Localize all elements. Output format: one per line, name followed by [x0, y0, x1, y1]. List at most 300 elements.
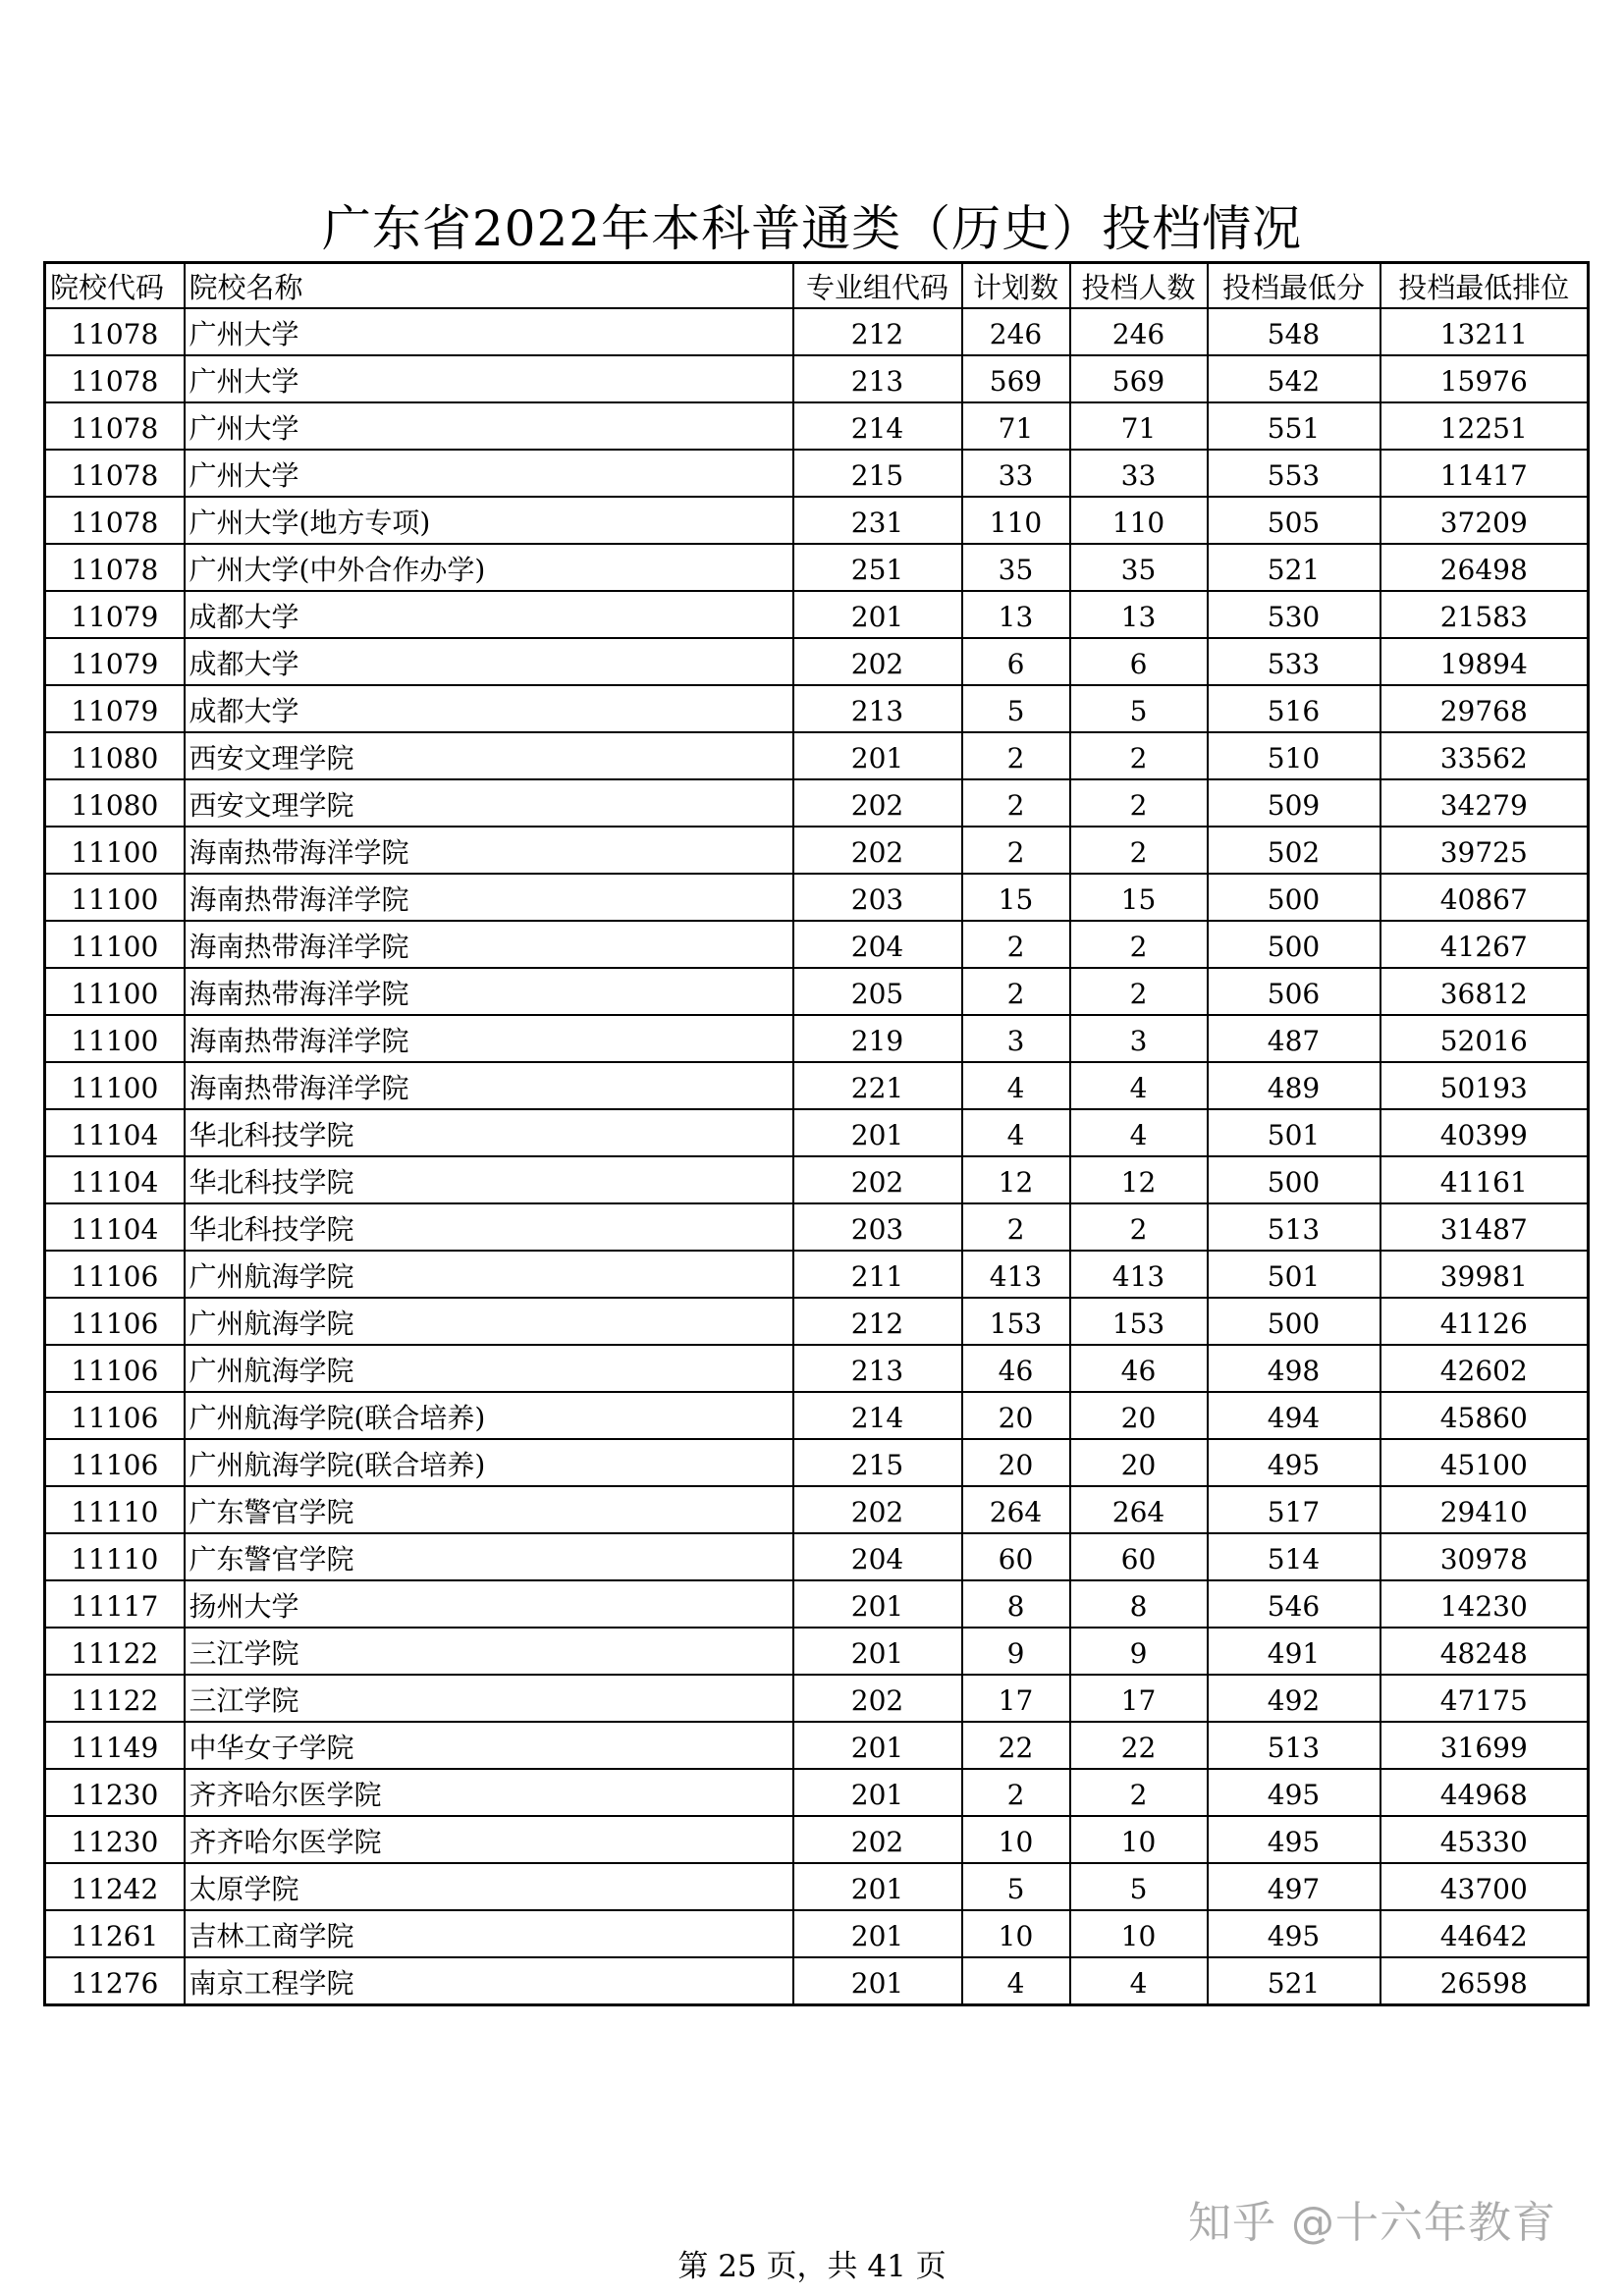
- group-code-cell: 212: [793, 308, 962, 355]
- min-rank-cell: 50193: [1380, 1062, 1589, 1109]
- min-score-cell: 491: [1208, 1628, 1380, 1675]
- plan-count-cell: 60: [962, 1533, 1070, 1580]
- school-name-cell: 三江学院: [185, 1675, 793, 1722]
- min-score-cell: 487: [1208, 1015, 1380, 1062]
- admitted-count-cell: 153: [1070, 1298, 1208, 1345]
- admitted-count-cell: 2: [1070, 779, 1208, 827]
- plan-count-cell: 5: [962, 685, 1070, 732]
- table-row: [45, 1675, 1589, 1722]
- school-name-cell: 海南热带海洋学院: [185, 874, 793, 921]
- admitted-count-cell: 110: [1070, 497, 1208, 544]
- min-rank-cell: 47175: [1380, 1675, 1589, 1722]
- group-code-cell: 203: [793, 874, 962, 921]
- school-code-cell: 11100: [45, 874, 185, 921]
- table-row: [45, 1628, 1589, 1675]
- school-code-cell: 11230: [45, 1769, 185, 1816]
- min-score-cell: 509: [1208, 779, 1380, 827]
- school-name-cell: 海南热带海洋学院: [185, 921, 793, 968]
- min-rank-cell: 41161: [1380, 1156, 1589, 1203]
- header-min-rank: 投档最低排位: [1380, 263, 1589, 309]
- min-rank-cell: 29768: [1380, 685, 1589, 732]
- school-code-cell: 11106: [45, 1345, 185, 1392]
- table-row: [45, 1910, 1589, 1957]
- min-rank-cell: 45100: [1380, 1439, 1589, 1486]
- min-rank-cell: 36812: [1380, 968, 1589, 1015]
- group-code-cell: 201: [793, 1957, 962, 2005]
- group-code-cell: 201: [793, 1628, 962, 1675]
- table-row: [45, 732, 1589, 779]
- min-rank-cell: 39725: [1380, 827, 1589, 874]
- school-code-cell: 11106: [45, 1251, 185, 1298]
- school-name-cell: 华北科技学院: [185, 1203, 793, 1251]
- group-code-cell: 205: [793, 968, 962, 1015]
- min-score-cell: 521: [1208, 1957, 1380, 2005]
- min-rank-cell: 42602: [1380, 1345, 1589, 1392]
- table-row: [45, 1298, 1589, 1345]
- page-number-footer: 第 25 页，共 41 页: [677, 2249, 947, 2284]
- table-row: [45, 1062, 1589, 1109]
- plan-count-cell: 4: [962, 1109, 1070, 1156]
- group-code-cell: 202: [793, 1816, 962, 1863]
- min-score-cell: 489: [1208, 1062, 1380, 1109]
- table-row: [45, 1816, 1589, 1863]
- group-code-cell: 213: [793, 685, 962, 732]
- header-group-code: 专业组代码: [793, 263, 962, 309]
- group-code-cell: 203: [793, 1203, 962, 1251]
- min-score-cell: 530: [1208, 591, 1380, 638]
- plan-count-cell: 9: [962, 1628, 1070, 1675]
- school-name-cell: 华北科技学院: [185, 1109, 793, 1156]
- admitted-count-cell: 20: [1070, 1392, 1208, 1439]
- min-score-cell: 501: [1208, 1251, 1380, 1298]
- min-score-cell: 495: [1208, 1910, 1380, 1957]
- school-code-cell: 11080: [45, 779, 185, 827]
- table-body: [45, 308, 1589, 2005]
- plan-count-cell: 71: [962, 402, 1070, 450]
- admitted-count-cell: 8: [1070, 1580, 1208, 1628]
- min-rank-cell: 12251: [1380, 402, 1589, 450]
- table-row: [45, 779, 1589, 827]
- admitted-count-cell: 9: [1070, 1628, 1208, 1675]
- table-row: [45, 827, 1589, 874]
- school-code-cell: 11106: [45, 1439, 185, 1486]
- min-score-cell: 497: [1208, 1863, 1380, 1910]
- plan-count-cell: 17: [962, 1675, 1070, 1722]
- school-name-cell: 太原学院: [185, 1863, 793, 1910]
- school-name-cell: 吉林工商学院: [185, 1910, 793, 1957]
- group-code-cell: 251: [793, 544, 962, 591]
- school-name-cell: 成都大学: [185, 638, 793, 685]
- table-row: [45, 1156, 1589, 1203]
- table-row: [45, 685, 1589, 732]
- table-row: [45, 921, 1589, 968]
- min-rank-cell: 48248: [1380, 1628, 1589, 1675]
- admitted-count-cell: 264: [1070, 1486, 1208, 1533]
- school-name-cell: 广州大学(中外合作办学): [185, 544, 793, 591]
- plan-count-cell: 6: [962, 638, 1070, 685]
- admitted-count-cell: 4: [1070, 1957, 1208, 2005]
- plan-count-cell: 2: [962, 779, 1070, 827]
- admitted-count-cell: 2: [1070, 1769, 1208, 1816]
- min-score-cell: 495: [1208, 1816, 1380, 1863]
- plan-count-cell: 246: [962, 308, 1070, 355]
- school-name-cell: 广州大学: [185, 308, 793, 355]
- min-rank-cell: 45330: [1380, 1816, 1589, 1863]
- table-row: [45, 1015, 1589, 1062]
- school-name-cell: 成都大学: [185, 685, 793, 732]
- min-rank-cell: 43700: [1380, 1863, 1589, 1910]
- admitted-count-cell: 569: [1070, 355, 1208, 402]
- table-row: [45, 1486, 1589, 1533]
- school-name-cell: 广州航海学院(联合培养): [185, 1439, 793, 1486]
- table-row: [45, 1957, 1589, 2005]
- min-score-cell: 502: [1208, 827, 1380, 874]
- min-rank-cell: 40867: [1380, 874, 1589, 921]
- admitted-count-cell: 10: [1070, 1816, 1208, 1863]
- admitted-count-cell: 17: [1070, 1675, 1208, 1722]
- min-rank-cell: 41126: [1380, 1298, 1589, 1345]
- admitted-count-cell: 5: [1070, 685, 1208, 732]
- admitted-count-cell: 12: [1070, 1156, 1208, 1203]
- table-row: [45, 1439, 1589, 1486]
- school-code-cell: 11078: [45, 308, 185, 355]
- school-name-cell: 广东警官学院: [185, 1486, 793, 1533]
- min-score-cell: 516: [1208, 685, 1380, 732]
- min-score-cell: 510: [1208, 732, 1380, 779]
- group-code-cell: 202: [793, 638, 962, 685]
- school-code-cell: 11104: [45, 1203, 185, 1251]
- school-code-cell: 11078: [45, 450, 185, 497]
- min-rank-cell: 39981: [1380, 1251, 1589, 1298]
- min-rank-cell: 13211: [1380, 308, 1589, 355]
- plan-count-cell: 2: [962, 1203, 1070, 1251]
- table-header-row: [45, 263, 1589, 309]
- min-rank-cell: 15976: [1380, 355, 1589, 402]
- group-code-cell: 211: [793, 1251, 962, 1298]
- min-score-cell: 551: [1208, 402, 1380, 450]
- school-name-cell: 华北科技学院: [185, 1156, 793, 1203]
- school-name-cell: 海南热带海洋学院: [185, 1015, 793, 1062]
- admitted-count-cell: 71: [1070, 402, 1208, 450]
- min-rank-cell: 11417: [1380, 450, 1589, 497]
- plan-count-cell: 2: [962, 968, 1070, 1015]
- plan-count-cell: 22: [962, 1722, 1070, 1769]
- admitted-count-cell: 15: [1070, 874, 1208, 921]
- school-code-cell: 11110: [45, 1533, 185, 1580]
- table-row: [45, 874, 1589, 921]
- table-row: [45, 1722, 1589, 1769]
- min-score-cell: 542: [1208, 355, 1380, 402]
- school-code-cell: 11106: [45, 1392, 185, 1439]
- min-score-cell: 500: [1208, 1156, 1380, 1203]
- school-name-cell: 广州航海学院: [185, 1298, 793, 1345]
- min-score-cell: 513: [1208, 1722, 1380, 1769]
- group-code-cell: 204: [793, 1533, 962, 1580]
- min-score-cell: 506: [1208, 968, 1380, 1015]
- school-name-cell: 广州大学: [185, 450, 793, 497]
- table-row: [45, 968, 1589, 1015]
- min-score-cell: 533: [1208, 638, 1380, 685]
- table-row: [45, 591, 1589, 638]
- group-code-cell: 215: [793, 450, 962, 497]
- table-row: [45, 638, 1589, 685]
- admitted-count-cell: 4: [1070, 1062, 1208, 1109]
- plan-count-cell: 569: [962, 355, 1070, 402]
- plan-count-cell: 2: [962, 1769, 1070, 1816]
- group-code-cell: 221: [793, 1062, 962, 1109]
- group-code-cell: 202: [793, 827, 962, 874]
- admitted-count-cell: 4: [1070, 1109, 1208, 1156]
- school-code-cell: 11078: [45, 402, 185, 450]
- group-code-cell: 214: [793, 402, 962, 450]
- school-name-cell: 广州航海学院: [185, 1251, 793, 1298]
- min-rank-cell: 26498: [1380, 544, 1589, 591]
- school-name-cell: 齐齐哈尔医学院: [185, 1769, 793, 1816]
- school-code-cell: 11242: [45, 1863, 185, 1910]
- admitted-count-cell: 2: [1070, 968, 1208, 1015]
- group-code-cell: 231: [793, 497, 962, 544]
- school-name-cell: 海南热带海洋学院: [185, 1062, 793, 1109]
- table-row: [45, 402, 1589, 450]
- school-code-cell: 11276: [45, 1957, 185, 2005]
- school-code-cell: 11117: [45, 1580, 185, 1628]
- school-name-cell: 广东警官学院: [185, 1533, 793, 1580]
- school-code-cell: 11078: [45, 497, 185, 544]
- plan-count-cell: 10: [962, 1910, 1070, 1957]
- plan-count-cell: 153: [962, 1298, 1070, 1345]
- min-score-cell: 495: [1208, 1769, 1380, 1816]
- min-rank-cell: 30978: [1380, 1533, 1589, 1580]
- min-score-cell: 513: [1208, 1203, 1380, 1251]
- school-code-cell: 11078: [45, 355, 185, 402]
- header-min-score: 投档最低分: [1208, 263, 1380, 309]
- admitted-count-cell: 13: [1070, 591, 1208, 638]
- group-code-cell: 201: [793, 1580, 962, 1628]
- table-row: [45, 1533, 1589, 1580]
- plan-count-cell: 3: [962, 1015, 1070, 1062]
- admitted-count-cell: 246: [1070, 308, 1208, 355]
- group-code-cell: 212: [793, 1298, 962, 1345]
- min-rank-cell: 41267: [1380, 921, 1589, 968]
- admission-table: [43, 261, 1590, 2006]
- min-score-cell: 501: [1208, 1109, 1380, 1156]
- min-rank-cell: 34279: [1380, 779, 1589, 827]
- school-code-cell: 11100: [45, 968, 185, 1015]
- header-school-name: 院校名称: [185, 263, 793, 309]
- min-rank-cell: 44968: [1380, 1769, 1589, 1816]
- header-school-code: 院校代码: [45, 263, 185, 309]
- table-row: [45, 1863, 1589, 1910]
- school-name-cell: 海南热带海洋学院: [185, 968, 793, 1015]
- plan-count-cell: 264: [962, 1486, 1070, 1533]
- admitted-count-cell: 22: [1070, 1722, 1208, 1769]
- table-row: [45, 1109, 1589, 1156]
- min-score-cell: 505: [1208, 497, 1380, 544]
- admitted-count-cell: 413: [1070, 1251, 1208, 1298]
- school-name-cell: 扬州大学: [185, 1580, 793, 1628]
- school-code-cell: 11149: [45, 1722, 185, 1769]
- min-score-cell: 494: [1208, 1392, 1380, 1439]
- table-row: [45, 497, 1589, 544]
- min-rank-cell: 52016: [1380, 1015, 1589, 1062]
- plan-count-cell: 110: [962, 497, 1070, 544]
- table-row: [45, 1392, 1589, 1439]
- min-score-cell: 498: [1208, 1345, 1380, 1392]
- group-code-cell: 201: [793, 1109, 962, 1156]
- school-code-cell: 11079: [45, 638, 185, 685]
- plan-count-cell: 2: [962, 827, 1070, 874]
- school-name-cell: 南京工程学院: [185, 1957, 793, 2005]
- school-name-cell: 广州大学: [185, 355, 793, 402]
- school-code-cell: 11261: [45, 1910, 185, 1957]
- plan-count-cell: 4: [962, 1957, 1070, 2005]
- group-code-cell: 213: [793, 1345, 962, 1392]
- school-code-cell: 11110: [45, 1486, 185, 1533]
- min-score-cell: 546: [1208, 1580, 1380, 1628]
- min-score-cell: 521: [1208, 544, 1380, 591]
- admitted-count-cell: 3: [1070, 1015, 1208, 1062]
- group-code-cell: 201: [793, 732, 962, 779]
- group-code-cell: 213: [793, 355, 962, 402]
- min-score-cell: 500: [1208, 921, 1380, 968]
- table-row: [45, 1251, 1589, 1298]
- header-admitted-count: 投档人数: [1070, 263, 1208, 309]
- admission-table-container: [43, 261, 1587, 2006]
- group-code-cell: 202: [793, 1675, 962, 1722]
- plan-count-cell: 13: [962, 591, 1070, 638]
- group-code-cell: 201: [793, 1722, 962, 1769]
- school-name-cell: 广州航海学院(联合培养): [185, 1392, 793, 1439]
- group-code-cell: 219: [793, 1015, 962, 1062]
- min-rank-cell: 44642: [1380, 1910, 1589, 1957]
- plan-count-cell: 20: [962, 1439, 1070, 1486]
- min-score-cell: 553: [1208, 450, 1380, 497]
- plan-count-cell: 33: [962, 450, 1070, 497]
- group-code-cell: 201: [793, 591, 962, 638]
- admitted-count-cell: 46: [1070, 1345, 1208, 1392]
- admitted-count-cell: 6: [1070, 638, 1208, 685]
- min-rank-cell: 45860: [1380, 1392, 1589, 1439]
- min-score-cell: 517: [1208, 1486, 1380, 1533]
- table-row: [45, 1769, 1589, 1816]
- plan-count-cell: 20: [962, 1392, 1070, 1439]
- plan-count-cell: 12: [962, 1156, 1070, 1203]
- school-code-cell: 11104: [45, 1109, 185, 1156]
- school-code-cell: 11106: [45, 1298, 185, 1345]
- table-row: [45, 450, 1589, 497]
- min-rank-cell: 33562: [1380, 732, 1589, 779]
- plan-count-cell: 4: [962, 1062, 1070, 1109]
- min-score-cell: 500: [1208, 1298, 1380, 1345]
- min-score-cell: 548: [1208, 308, 1380, 355]
- school-code-cell: 11079: [45, 685, 185, 732]
- min-score-cell: 495: [1208, 1439, 1380, 1486]
- plan-count-cell: 10: [962, 1816, 1070, 1863]
- table-row: [45, 355, 1589, 402]
- admitted-count-cell: 20: [1070, 1439, 1208, 1486]
- min-rank-cell: 14230: [1380, 1580, 1589, 1628]
- admitted-count-cell: 10: [1070, 1910, 1208, 1957]
- table-row: [45, 1580, 1589, 1628]
- group-code-cell: 214: [793, 1392, 962, 1439]
- admitted-count-cell: 2: [1070, 921, 1208, 968]
- school-name-cell: 中华女子学院: [185, 1722, 793, 1769]
- school-name-cell: 三江学院: [185, 1628, 793, 1675]
- group-code-cell: 204: [793, 921, 962, 968]
- school-code-cell: 11104: [45, 1156, 185, 1203]
- school-code-cell: 11100: [45, 1062, 185, 1109]
- plan-count-cell: 46: [962, 1345, 1070, 1392]
- min-rank-cell: 37209: [1380, 497, 1589, 544]
- min-rank-cell: 31487: [1380, 1203, 1589, 1251]
- school-code-cell: 11078: [45, 544, 185, 591]
- min-rank-cell: 29410: [1380, 1486, 1589, 1533]
- school-code-cell: 11230: [45, 1816, 185, 1863]
- table-row: [45, 308, 1589, 355]
- group-code-cell: 201: [793, 1769, 962, 1816]
- watermark-text: 知乎 @十六年教育: [1188, 2198, 1556, 2248]
- min-rank-cell: 40399: [1380, 1109, 1589, 1156]
- admitted-count-cell: 5: [1070, 1863, 1208, 1910]
- plan-count-cell: 2: [962, 921, 1070, 968]
- school-code-cell: 11079: [45, 591, 185, 638]
- min-score-cell: 500: [1208, 874, 1380, 921]
- group-code-cell: 202: [793, 779, 962, 827]
- min-rank-cell: 21583: [1380, 591, 1589, 638]
- table-row: [45, 1203, 1589, 1251]
- plan-count-cell: 15: [962, 874, 1070, 921]
- plan-count-cell: 35: [962, 544, 1070, 591]
- group-code-cell: 201: [793, 1863, 962, 1910]
- min-score-cell: 492: [1208, 1675, 1380, 1722]
- school-code-cell: 11100: [45, 1015, 185, 1062]
- plan-count-cell: 8: [962, 1580, 1070, 1628]
- school-name-cell: 广州大学(地方专项): [185, 497, 793, 544]
- plan-count-cell: 5: [962, 1863, 1070, 1910]
- admitted-count-cell: 33: [1070, 450, 1208, 497]
- admitted-count-cell: 2: [1070, 827, 1208, 874]
- admitted-count-cell: 2: [1070, 732, 1208, 779]
- group-code-cell: 202: [793, 1156, 962, 1203]
- admitted-count-cell: 2: [1070, 1203, 1208, 1251]
- school-name-cell: 成都大学: [185, 591, 793, 638]
- school-name-cell: 西安文理学院: [185, 732, 793, 779]
- plan-count-cell: 413: [962, 1251, 1070, 1298]
- school-name-cell: 广州大学: [185, 402, 793, 450]
- school-code-cell: 11100: [45, 827, 185, 874]
- school-code-cell: 11080: [45, 732, 185, 779]
- school-name-cell: 海南热带海洋学院: [185, 827, 793, 874]
- school-code-cell: 11122: [45, 1675, 185, 1722]
- school-name-cell: 西安文理学院: [185, 779, 793, 827]
- group-code-cell: 201: [793, 1910, 962, 1957]
- admitted-count-cell: 35: [1070, 544, 1208, 591]
- min-rank-cell: 19894: [1380, 638, 1589, 685]
- school-code-cell: 11122: [45, 1628, 185, 1675]
- table-row: [45, 1345, 1589, 1392]
- table-row: [45, 544, 1589, 591]
- group-code-cell: 215: [793, 1439, 962, 1486]
- header-plan-count: 计划数: [962, 263, 1070, 309]
- min-rank-cell: 26598: [1380, 1957, 1589, 2005]
- page-title: 广东省2022年本科普通类（历史）投档情况: [321, 200, 1303, 257]
- group-code-cell: 202: [793, 1486, 962, 1533]
- school-name-cell: 广州航海学院: [185, 1345, 793, 1392]
- school-name-cell: 齐齐哈尔医学院: [185, 1816, 793, 1863]
- min-score-cell: 514: [1208, 1533, 1380, 1580]
- admitted-count-cell: 60: [1070, 1533, 1208, 1580]
- plan-count-cell: 2: [962, 732, 1070, 779]
